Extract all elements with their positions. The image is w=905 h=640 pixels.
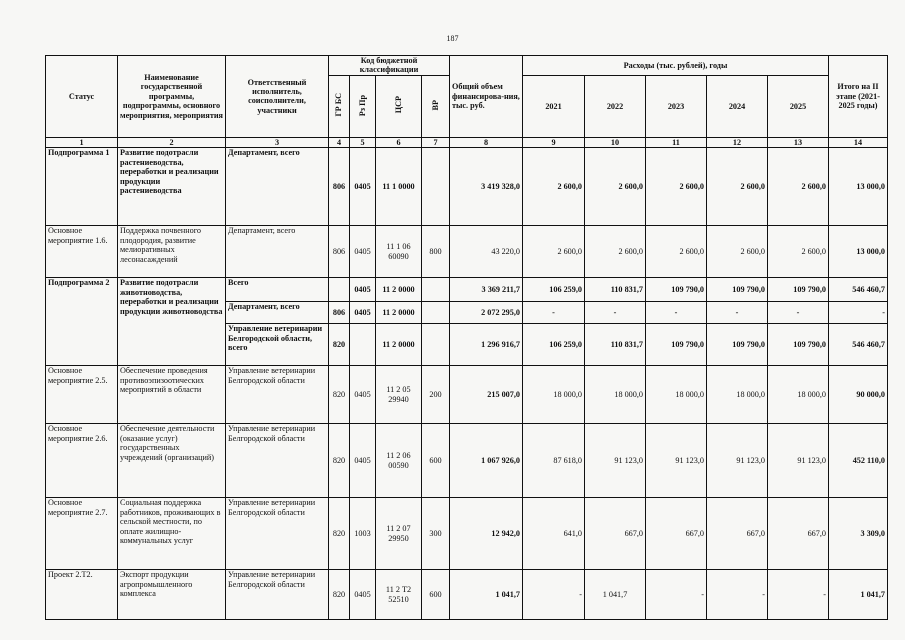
cell-2025: 91 123,0 xyxy=(768,424,829,498)
col-num: 8 xyxy=(450,137,523,147)
col-num: 4 xyxy=(329,137,350,147)
cell-responsible: Управление ветеринарии Белгородской области xyxy=(226,498,329,570)
col-num: 6 xyxy=(376,137,422,147)
cell-csr: 11 2 0000 xyxy=(376,278,422,302)
table-row xyxy=(46,570,888,620)
cell-grbs: 820 xyxy=(329,424,350,498)
cell-grbs: 820 xyxy=(329,366,350,424)
cell-itogo: 546 460,7 xyxy=(829,324,888,366)
cell-grbs: 806 xyxy=(329,226,350,278)
cell-2023: 109 790,0 xyxy=(646,278,707,302)
cell-2025: 667,0 xyxy=(768,498,829,570)
cell-vr xyxy=(422,324,450,366)
cell-responsible: Департамент, всего xyxy=(226,148,329,226)
cell-2023: - xyxy=(646,302,707,324)
cell-itogo: 3 309,0 xyxy=(829,498,888,570)
cell-2022: 110 831,7 xyxy=(585,324,646,366)
cell-csr: 11 2 0000 xyxy=(376,324,422,366)
cell-2024: - xyxy=(707,302,768,324)
cell-2022: 110 831,7 xyxy=(585,278,646,302)
col-num: 10 xyxy=(585,137,646,147)
header-expenses: Расходы (тыс. рублей), годы xyxy=(523,56,829,76)
cell-itogo: 13 000,0 xyxy=(829,148,888,226)
cell-2021: 2 600,0 xyxy=(523,148,585,226)
cell-name: Обеспечение деятельности (оказание услуг) государственных учреждений (организаций) xyxy=(118,424,226,498)
cell-vr: 800 xyxy=(422,226,450,278)
header-budget-code: Код бюджетной классификации xyxy=(329,56,450,76)
cell-2022: 18 000,0 xyxy=(585,366,646,424)
cell-2023: 91 123,0 xyxy=(646,424,707,498)
cell-status: Подпрограмма 1 xyxy=(46,148,118,226)
table-row xyxy=(46,366,888,424)
cell-rzpr: 0405 xyxy=(350,366,376,424)
col-num: 11 xyxy=(646,137,707,147)
header-year-2021: 2021 xyxy=(523,75,585,137)
cell-csr: 11 2 06 00590 xyxy=(376,424,422,498)
table-row xyxy=(46,424,888,498)
col-num: 5 xyxy=(350,137,376,147)
cell-2021: 87 618,0 xyxy=(523,424,585,498)
cell-rzpr xyxy=(350,324,376,366)
cell-itogo: 452 110,0 xyxy=(829,424,888,498)
cell-rzpr: 0405 xyxy=(350,570,376,620)
cell-responsible: Управление ветеринарии Белгородской области xyxy=(226,366,329,424)
cell-2024: 2 600,0 xyxy=(707,148,768,226)
cell-name: Обеспечение проведения противоэпизоотических мероприятий в области xyxy=(118,366,226,424)
cell-2023: 2 600,0 xyxy=(646,226,707,278)
cell-responsible: Управление ветеринарии Белгородской области, всего xyxy=(226,324,329,366)
cell-name: Социальная поддержка работников, проживающих в сельской местности, по оплате жилищно-коммунальных услуг xyxy=(118,498,226,570)
table-row xyxy=(46,278,888,302)
cell-2021: 106 259,0 xyxy=(523,278,585,302)
cell-vr: 600 xyxy=(422,424,450,498)
cell-responsible: Всего xyxy=(226,278,329,302)
cell-2022: 667,0 xyxy=(585,498,646,570)
cell-grbs: 820 xyxy=(329,324,350,366)
cell-vr: 300 xyxy=(422,498,450,570)
col-num: 7 xyxy=(422,137,450,147)
cell-2021: - xyxy=(523,302,585,324)
cell-rzpr: 0405 xyxy=(350,424,376,498)
cell-2022: 1 041,7 xyxy=(585,570,646,620)
cell-grbs: 820 xyxy=(329,570,350,620)
column-number-row xyxy=(46,137,888,147)
cell-2021: 106 259,0 xyxy=(523,324,585,366)
cell-2024: 91 123,0 xyxy=(707,424,768,498)
header-year-2022: 2022 xyxy=(585,75,646,137)
cell-total: 43 220,0 xyxy=(450,226,523,278)
cell-total: 215 007,0 xyxy=(450,366,523,424)
cell-responsible: Управление ветеринарии Белгородской области xyxy=(226,570,329,620)
header-row xyxy=(46,56,888,76)
cell-2025: 2 600,0 xyxy=(768,148,829,226)
header-year-2023: 2023 xyxy=(646,75,707,137)
cell-responsible: Департамент, всего xyxy=(226,302,329,324)
cell-status: Основное мероприятие 2.6. xyxy=(46,424,118,498)
col-num: 13 xyxy=(768,137,829,147)
cell-vr xyxy=(422,302,450,324)
header-name: Наименование государственной программы, подпрограммы, основного мероприятия, мероприятия xyxy=(118,56,226,138)
cell-total: 2 072 295,0 xyxy=(450,302,523,324)
cell-name: Поддержка почвенного плодородия, развитие мелиоративных лесонасаждений xyxy=(118,226,226,278)
cell-status: Основное мероприятие 2.5. xyxy=(46,366,118,424)
cell-2025: 18 000,0 xyxy=(768,366,829,424)
cell-vr xyxy=(422,148,450,226)
cell-vr: 200 xyxy=(422,366,450,424)
cell-name: Развитие подотрасли растениеводства, переработки и реализации продукции растениеводства xyxy=(118,148,226,226)
cell-itogo: 546 460,7 xyxy=(829,278,888,302)
cell-total: 1 296 916,7 xyxy=(450,324,523,366)
header-vr: ВР xyxy=(430,99,440,111)
cell-2021: 2 600,0 xyxy=(523,226,585,278)
cell-csr: 11 2 05 29940 xyxy=(376,366,422,424)
cell-total: 3 369 211,7 xyxy=(450,278,523,302)
cell-total: 1 067 926,0 xyxy=(450,424,523,498)
cell-grbs: 806 xyxy=(329,148,350,226)
cell-2023: - xyxy=(646,570,707,620)
cell-2025: 109 790,0 xyxy=(768,278,829,302)
cell-2022: 91 123,0 xyxy=(585,424,646,498)
cell-2022: 2 600,0 xyxy=(585,148,646,226)
cell-2024: 2 600,0 xyxy=(707,226,768,278)
table-row xyxy=(46,498,888,570)
header-year-2024: 2024 xyxy=(707,75,768,137)
col-num: 14 xyxy=(829,137,888,147)
cell-name: Экспорт продукции агропромышленного комплекса xyxy=(118,570,226,620)
cell-2024: 109 790,0 xyxy=(707,278,768,302)
cell-responsible: Департамент, всего xyxy=(226,226,329,278)
cell-2025: - xyxy=(768,570,829,620)
cell-name: Развитие подотрасли животноводства, переработки и реализации продукции животноводства xyxy=(118,278,226,366)
cell-2024: 109 790,0 xyxy=(707,324,768,366)
cell-2025: 109 790,0 xyxy=(768,324,829,366)
cell-2023: 109 790,0 xyxy=(646,324,707,366)
cell-total: 12 942,0 xyxy=(450,498,523,570)
cell-status: Основное мероприятие 2.7. xyxy=(46,498,118,570)
cell-2025: 2 600,0 xyxy=(768,226,829,278)
cell-csr: 11 1 06 60090 xyxy=(376,226,422,278)
header-status: Статус xyxy=(46,56,118,138)
cell-responsible: Управление ветеринарии Белгородской области xyxy=(226,424,329,498)
cell-rzpr: 0405 xyxy=(350,302,376,324)
header-itogo: Итого на II этапе (2021-2025 годы) xyxy=(829,56,888,138)
cell-status: Подпрограмма 2 xyxy=(46,278,118,366)
header-grbs: ГР БС xyxy=(334,93,344,117)
page-number: 187 xyxy=(446,34,459,43)
cell-grbs: 820 xyxy=(329,498,350,570)
cell-vr xyxy=(422,278,450,302)
cell-2023: 667,0 xyxy=(646,498,707,570)
cell-itogo: - xyxy=(829,302,888,324)
cell-itogo: 13 000,0 xyxy=(829,226,888,278)
cell-rzpr: 0405 xyxy=(350,226,376,278)
budget-table xyxy=(45,55,888,620)
cell-2025: - xyxy=(768,302,829,324)
cell-2024: 18 000,0 xyxy=(707,366,768,424)
table-row xyxy=(46,226,888,278)
cell-grbs: 806 xyxy=(329,302,350,324)
cell-2023: 18 000,0 xyxy=(646,366,707,424)
cell-rzpr: 0405 xyxy=(350,148,376,226)
col-num: 2 xyxy=(118,137,226,147)
cell-rzpr: 0405 xyxy=(350,278,376,302)
cell-grbs xyxy=(329,278,350,302)
cell-csr: 11 1 0000 xyxy=(376,148,422,226)
col-num: 1 xyxy=(46,137,118,147)
cell-2021: - xyxy=(523,570,585,620)
cell-total: 3 419 328,0 xyxy=(450,148,523,226)
col-num: 9 xyxy=(523,137,585,147)
cell-rzpr: 1003 xyxy=(350,498,376,570)
cell-status: Проект 2.Т2. xyxy=(46,570,118,620)
cell-total: 1 041,7 xyxy=(450,570,523,620)
cell-csr: 11 2 07 29950 xyxy=(376,498,422,570)
cell-csr: 11 2 0000 xyxy=(376,302,422,324)
header-responsible: Ответственный исполнитель, соисполнители, участники xyxy=(226,56,329,138)
header-csr: ЦСР xyxy=(393,96,403,114)
cell-2022: 2 600,0 xyxy=(585,226,646,278)
cell-itogo: 90 000,0 xyxy=(829,366,888,424)
cell-status: Основное мероприятие 1.6. xyxy=(46,226,118,278)
col-num: 3 xyxy=(226,137,329,147)
cell-vr: 600 xyxy=(422,570,450,620)
cell-2022: - xyxy=(585,302,646,324)
cell-2021: 18 000,0 xyxy=(523,366,585,424)
col-num: 12 xyxy=(707,137,768,147)
table-row xyxy=(46,148,888,226)
cell-2024: - xyxy=(707,570,768,620)
header-rzpr: Рз Пр xyxy=(357,94,367,116)
cell-2023: 2 600,0 xyxy=(646,148,707,226)
cell-2021: 641,0 xyxy=(523,498,585,570)
header-total-volume: Общий объем финансирова-ния, тыс. руб. xyxy=(450,56,523,138)
cell-csr: 11 2 Т2 52510 xyxy=(376,570,422,620)
header-year-2025: 2025 xyxy=(768,75,829,137)
cell-2024: 667,0 xyxy=(707,498,768,570)
cell-itogo: 1 041,7 xyxy=(829,570,888,620)
